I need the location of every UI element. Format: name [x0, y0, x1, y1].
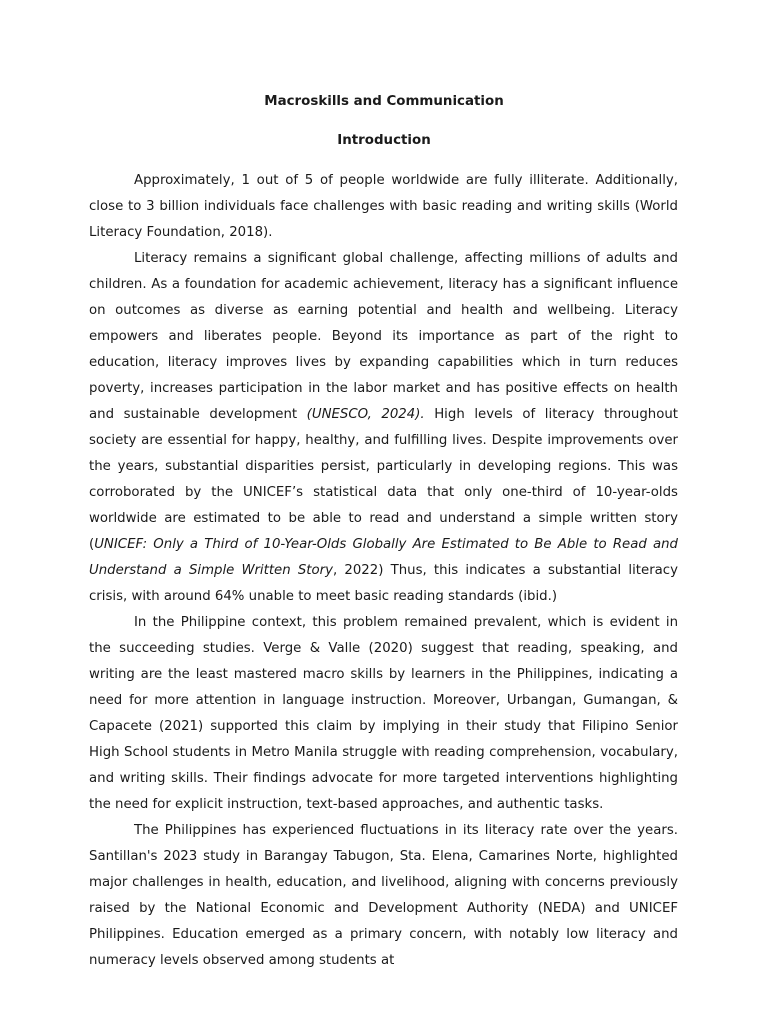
section-heading: Introduction	[337, 133, 431, 148]
paragraph-text: Approximately, 1 out of 5 of people worldwide are fully illiterate. Additionally, close to 3 billion individuals face challenges with basic reading and writing skills (World Literacy Foundation, 2018).	[89, 173, 678, 240]
paragraph-text: , 2022) Thus, this indicates a substantial literacy crisis, with around 64% unable to meet basic reading standards (ibid.)	[89, 563, 678, 604]
paragraph-text: High levels of literacy throughout society are essential for happy, healthy, and fulfilling lives. Despite improvements over the years, substantial disparities persist, particularly in developing regions. This was corroborated by the UNICEF’s statistical data that only one-third of 10-year-olds worldwide are estimated to be able to read and understand a simple written story (	[89, 407, 678, 552]
paragraph-text: Literacy remains a significant global challenge, affecting millions of adults and children. As a foundation for academic achievement, literacy has a significant influence on outcomes as diverse as earning potential and health and wellbeing. Literacy empowers and liberates people. Beyond its importance as part of the right to education, literacy improves lives by expanding capabilities which in turn reduces poverty, increases participation in the labor market and has positive effects on health and sustainable development	[89, 251, 678, 422]
paragraph-text: In the Philippine context, this problem remained prevalent, which is evident in the succeeding studies. Verge & Valle (2020) suggest that reading, speaking, and writing are the least mastered macro skills by learners in the Philippines, indicating a need for more attention in language instruction. Moreover, Urbangan, Gumangan, & Capacete (2021) supported this claim by implying in their study that Filipino Senior High School students in Metro Manila struggle with reading comprehension, vocabulary, and writing skills. Their findings advocate for more targeted interventions highlighting the need for explicit instruction, text-based approaches, and authentic tasks.	[89, 615, 678, 812]
paragraph-4	[89, 818, 678, 974]
paragraph-text: The Philippines has experienced fluctuations in its literacy rate over the years. Santillan's 2023 study in Barangay Tabugon, Sta. Elena, Camarines Norte, highlighted major challenges in health, education, and livelihood, aligning with concerns previously raised by the National Economic and Development Authority (NEDA) and UNICEF Philippines. Education emerged as a primary concern, with notably low literacy and numeracy levels observed among students at	[89, 823, 678, 968]
paragraph-1	[89, 168, 678, 246]
paragraph-2	[89, 246, 678, 610]
document-title: Macroskills and Communication	[264, 94, 504, 109]
citation-text: (UNESCO, 2024).	[306, 407, 425, 422]
document-body	[89, 168, 678, 974]
paragraph-3	[89, 610, 678, 818]
citation-text: UNICEF: Only a Third of 10-Year-Olds Globally Are Estimated to Be Able to Read and Understand a Simple Written Story	[89, 537, 678, 578]
